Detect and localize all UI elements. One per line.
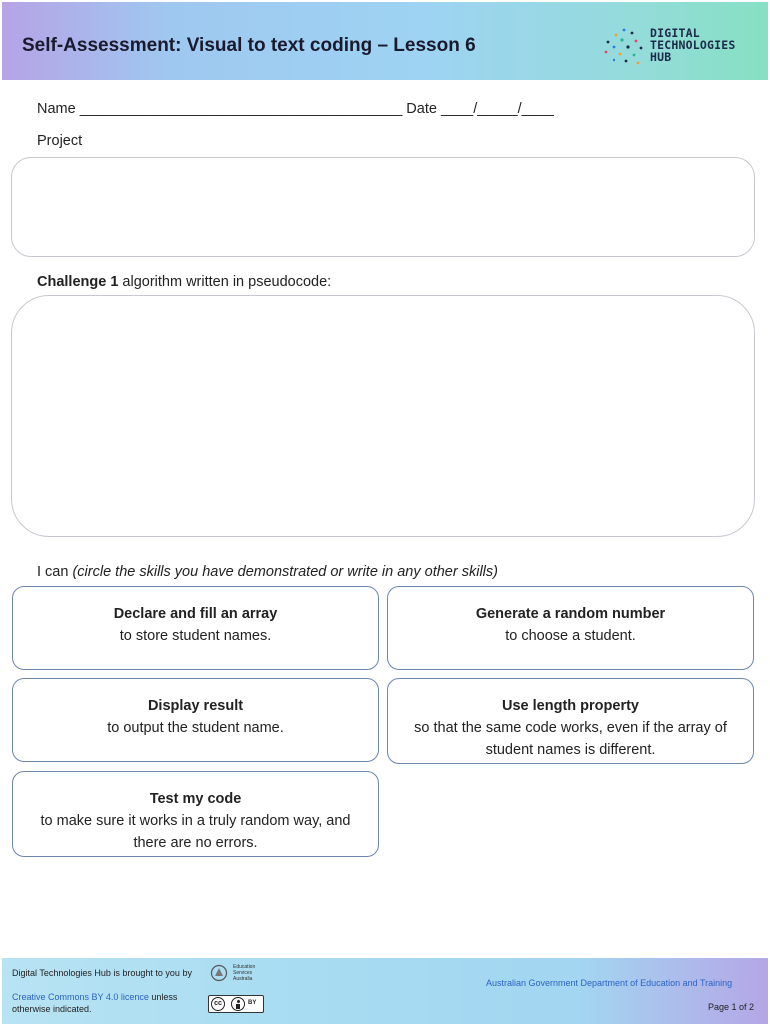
challenge-label-rest: algorithm written in pseudocode: <box>118 274 332 290</box>
skill-description: to choose a student. <box>505 628 636 644</box>
skill-title: Declare and fill an array <box>113 606 278 622</box>
pseudocode-box[interactable] <box>11 295 755 537</box>
skill-description: to store student names. <box>119 628 272 644</box>
skill-title: Test my code <box>149 791 242 807</box>
cc-by-badge <box>208 995 264 1013</box>
challenge-label <box>37 274 331 290</box>
page-number: Page 1 of 2 <box>708 1002 755 1012</box>
i-can-prefix: I can <box>37 564 73 580</box>
esa-emblem-icon <box>208 964 230 982</box>
skill-length-property[interactable] <box>387 678 754 764</box>
skill-test-code[interactable] <box>12 771 379 857</box>
i-can-label <box>37 564 498 580</box>
licence-line-2: otherwise indicated. <box>12 1004 92 1014</box>
by-label: BY <box>248 1000 257 1006</box>
project-box[interactable] <box>11 157 755 257</box>
challenge-label-bold: Challenge 1 <box>37 274 119 290</box>
esa-logo-text: Education Services Australia <box>233 964 256 982</box>
skill-title: Use length property <box>502 698 639 714</box>
skill-declare-array[interactable] <box>12 586 379 670</box>
skill-title: Generate a random number <box>475 606 666 622</box>
skill-random-number[interactable] <box>387 586 754 670</box>
name-date-line: Name ________________________________________ Date ____/_____/____ <box>37 101 554 117</box>
brought-by-text: Digital Technologies Hub is brought to you by <box>12 968 192 978</box>
cc-icon: cc <box>211 997 225 1011</box>
attribution-icon <box>231 997 245 1011</box>
footer-banner <box>2 958 768 1024</box>
digital-technologies-hub-logo <box>602 24 762 68</box>
department-text: Australian Government Department of Education and Training <box>486 978 733 988</box>
logo-dots-icon <box>602 24 646 68</box>
skill-description: to output the student name. <box>107 720 284 736</box>
licence-rest: unless <box>148 992 178 1002</box>
licence-line <box>12 992 177 1002</box>
skill-title: Display result <box>147 698 244 714</box>
skill-display-result[interactable] <box>12 678 379 762</box>
logo-text: DIGITAL TECHNOLOGIES HUB <box>650 26 736 64</box>
skill-description: so that the same code works, even if the array of student names is different. <box>414 720 727 758</box>
skill-description: to make sure it works in a truly random way, and there are no errors. <box>40 813 351 851</box>
page-title: Self-Assessment: Visual to text coding – Lesson 6 <box>22 35 476 56</box>
header-banner <box>2 2 768 80</box>
project-label: Project <box>37 133 83 149</box>
creative-commons-link[interactable]: Creative Commons BY 4.0 licence <box>12 992 149 1002</box>
esa-logo <box>208 963 266 983</box>
i-can-instruction: (circle the skills you have demonstrated or write in any other skills) <box>72 564 498 580</box>
